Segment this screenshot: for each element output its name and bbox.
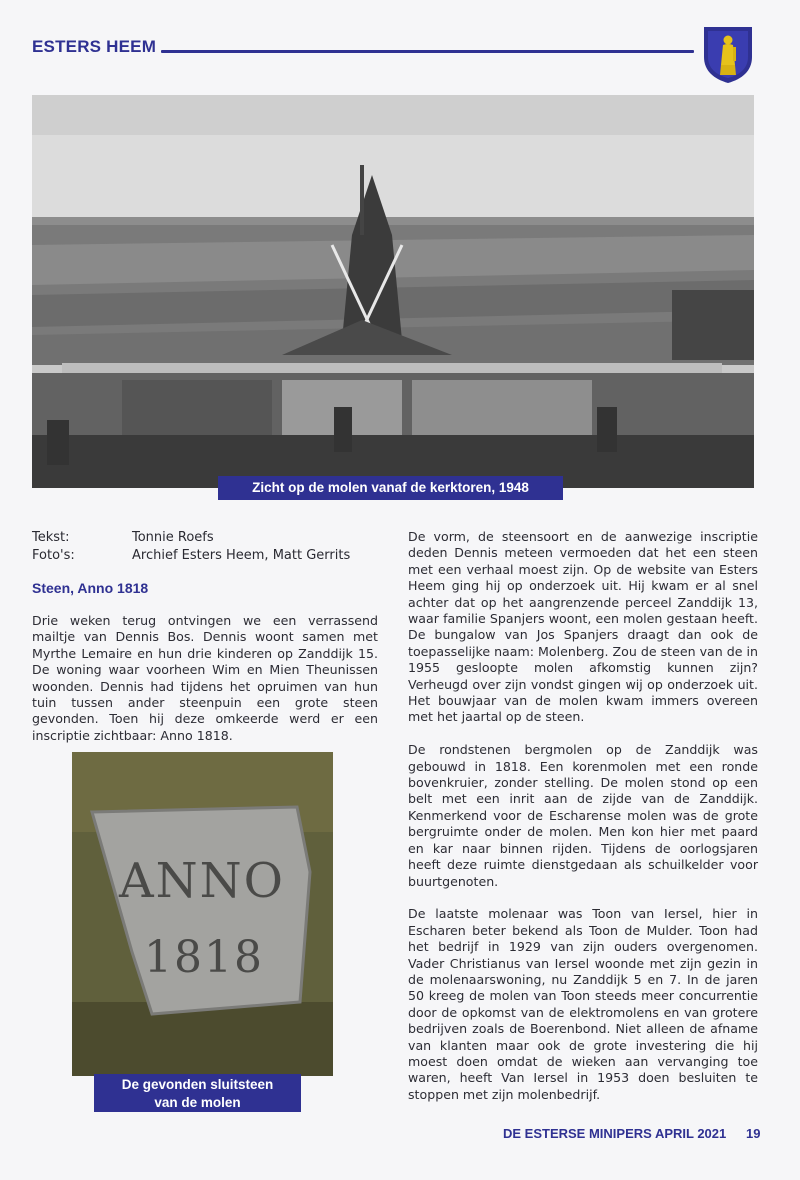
stone-inscription-line2: 1818 <box>144 932 264 983</box>
credit-photo-label: Foto's: <box>32 548 75 563</box>
article-credits <box>32 529 350 565</box>
left-paragraph-1: Drie weken terug ontvingen we een verrassend mailtje van Dennis Bos. Dennis woont samen met Myrthe Lemaire en hun drie kinderen op Zanddijk 15. De woning waar voorheen Wim en Mien Theunissen woonden. Dennis had tijdens het opruimen van hun tuin tussen ander steenpuin een grote steen gevonden. Toen hij deze omkeerde werd er een inscriptie zichtbaar: Anno 1818. <box>32 613 378 743</box>
windmill-photo-1948 <box>32 95 754 488</box>
right-paragraph-2: De rondstenen bergmolen op de Zanddijk was gebouwd in 1818. Een korenmolen met een ronde bovenkruier, zonder stelling. De molen stond op een belt met een inrit aan de zijde van de Zanddijk. Kenmerkend voor de Escharense molen was de grote bergruimte onder de molen. Men kon hier met paard en kar naar binnen rijden. Tijdens de oorlogsjaren heeft deze ruimte dienstgedaan als schuilkelder voor buurtgenoten. <box>408 742 758 889</box>
stone-photo-caption <box>94 1074 301 1112</box>
right-column <box>408 529 758 1103</box>
main-photo-caption: Zicht op de molen vanaf de kerktoren, 1948 <box>218 476 563 500</box>
left-column <box>32 613 378 744</box>
footer-publication: DE ESTERSE MINIPERS APRIL 2021 <box>503 1126 727 1141</box>
right-paragraph-1: De vorm, de steensoort en de aanwezige inscriptie deden Dennis meteen vermoeden dat het een steen met een verhaal moest zijn. Op de website van Esters Heem ging hij op onderzoek uit. Hij kwam er al snel achter dat op het aangrenzende perceel Zanddijk 13, waar familie Spanjers woont, een molen gestaan heeft. De bungalow van Jos Spanjers draagt dan ook de toepasselijke naam: Molenberg. Zou de steen van de in 1955 gesloopte molen afkomstig kunnen zijn? Verheugd over zijn vondst gingen wij op onderzoek uit. Het bouwjaar van de molen kwam immers overeen met het jaartal op de steen. <box>408 529 758 725</box>
header-rule <box>161 50 694 53</box>
credit-text-label: Tekst: <box>32 530 70 545</box>
page-number: 19 <box>746 1126 761 1141</box>
credit-text-value: Tonnie Roefs <box>132 530 214 545</box>
credit-row-photo <box>32 547 350 565</box>
stone-caption-line2: van de molen <box>154 1095 241 1110</box>
section-header-title: ESTERS HEEM <box>32 37 157 56</box>
coat-of-arms-shield-icon <box>702 25 754 85</box>
right-paragraph-3: De laatste molenaar was Toon van Iersel, hier in Escharen beter bekend als Toon de Mulder. Toon had het bedrijf in 1929 van zijn ouders overgenomen. Vader Christianus van Iersel woonde met zijn gezin in de molenaarswoning, nu Zanddijk 5 en 7. In de jaren 50 kreeg de molen van Toon steeds meer concurrentie door de opkomst van de elektromolens en van grotere bedrijven zoals de Boerenbond. Niet alleen de afname van klanten maar ook de grote investering die hij moest doen omdat de wieken aan vervanging toe waren, heeft Van Iersel in 1953 doen besluiten te stoppen met zijn molenbedrijf. <box>408 906 758 1102</box>
credit-row-text <box>32 529 350 547</box>
stone-photo <box>72 752 333 1076</box>
stone-caption-line1: De gevonden sluitsteen <box>121 1077 274 1092</box>
stone-inscription-line1: ANNO <box>118 853 286 909</box>
credit-photo-value: Archief Esters Heem, Matt Gerrits <box>132 548 351 563</box>
section-title: Steen, Anno 1818 <box>32 580 149 596</box>
